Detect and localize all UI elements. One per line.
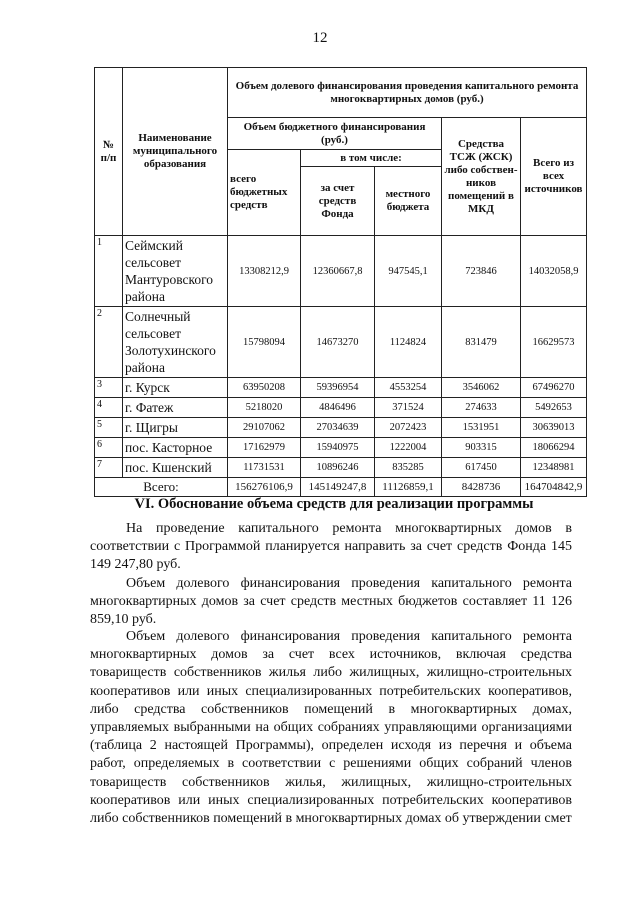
- page-number: 12: [312, 30, 328, 46]
- table-row: [95, 438, 587, 458]
- row-fund: 10896246: [301, 458, 375, 478]
- totals-owners: 8428736: [442, 478, 521, 497]
- row-fund: 59396954: [301, 378, 375, 398]
- row-budget: 17162979: [228, 438, 301, 458]
- totals-row: [95, 478, 587, 497]
- row-total: 14032058,9: [521, 236, 587, 307]
- row-local: 1222004: [375, 438, 442, 458]
- row-local: 835285: [375, 458, 442, 478]
- header-owners: Средства ТСЖ (ЖСК) либо собствен-ников помещений в МКД: [442, 118, 521, 236]
- row-num: 7: [95, 458, 123, 478]
- row-fund: 12360667,8: [301, 236, 375, 307]
- row-total: 12348981: [521, 458, 587, 478]
- row-total: 5492653: [521, 398, 587, 418]
- paragraph-all-sources: Объем долевого финансирования проведения капитального ремонта многоквартирных домов за счет всех источников, включая средства товариществ собственников жилья либо жилищных, жилищно-строительных кооперативов или иных специализированных потребительских кооперативов, либо средства собственников помещений в многоквартирных домах, управляемых выбранными на общих собраниях управляющими организациями (таблица 2 настоящей Программы), определен исходя из перечня и объема работ, определяемых в соответствии с решениями общих собраний членов товариществ собственников жилья, жилищных, жилищно-строительных кооперативов или иных специализированных потребительских кооперативов либо собственников помещений в многоквартирных домах об утверждении смет: [90, 629, 572, 827]
- header-fund: за счет средств Фонда: [301, 167, 375, 236]
- paragraph-fund: На проведение капитального ремонта многоквартирных домов в соответствии с Программой планируется направить за счет средств Фонда 145 149 247,80 руб.: [90, 521, 572, 573]
- totals-local: 11126859,1: [375, 478, 442, 497]
- header-budget-group: Объем бюджетного финансирования (руб.): [228, 118, 442, 150]
- row-name: пос. Кшенский: [123, 458, 228, 478]
- row-owners: 617450: [442, 458, 521, 478]
- row-num: 6: [95, 438, 123, 458]
- row-owners: 831479: [442, 307, 521, 378]
- row-total: 30639013: [521, 418, 587, 438]
- row-local: 2072423: [375, 418, 442, 438]
- row-local: 1124824: [375, 307, 442, 378]
- totals-label: Всего:: [95, 478, 228, 497]
- row-num: 5: [95, 418, 123, 438]
- row-num: 2: [95, 307, 123, 378]
- row-name: Солнечный сельсовет Золотухинского района: [123, 307, 228, 378]
- row-name: Сеймский сельсовет Мантуровского района: [123, 236, 228, 307]
- row-owners: 274633: [442, 398, 521, 418]
- table-row: [95, 418, 587, 438]
- header-num: № п/п: [95, 68, 123, 236]
- totals-fund: 145149247,8: [301, 478, 375, 497]
- header-local: местного бюджета: [375, 167, 442, 236]
- table-row: [95, 378, 587, 398]
- header-total-group: Объем долевого финансирования проведения капитального ремонта многоквартирных домов (руб.): [228, 68, 587, 118]
- header-budget-total: всего бюджетных средств: [228, 150, 301, 236]
- row-budget: 11731531: [228, 458, 301, 478]
- table-row: [95, 398, 587, 418]
- row-budget: 63950208: [228, 378, 301, 398]
- row-total: 18066294: [521, 438, 587, 458]
- table-row: [95, 458, 587, 478]
- row-owners: 723846: [442, 236, 521, 307]
- row-local: 947545,1: [375, 236, 442, 307]
- table-row: [95, 236, 587, 307]
- row-budget: 15798094: [228, 307, 301, 378]
- header-including: в том числе:: [301, 150, 442, 167]
- table-row: [95, 307, 587, 378]
- paragraph-local-budget: Объем долевого финансирования проведения капитального ремонта многоквартирных домов за счет средств местных бюджетов составляет 11 126 859,10 руб.: [90, 576, 572, 628]
- row-fund: 14673270: [301, 307, 375, 378]
- row-owners: 3546062: [442, 378, 521, 398]
- row-name: г. Щигры: [123, 418, 228, 438]
- row-num: 1: [95, 236, 123, 307]
- header-all-sources: Всего из всех источников: [521, 118, 587, 236]
- row-num: 3: [95, 378, 123, 398]
- row-budget: 5218020: [228, 398, 301, 418]
- totals-budget: 156276106,9: [228, 478, 301, 497]
- row-name: г. Фатеж: [123, 398, 228, 418]
- section-title: VI. Обоснование объема средств для реализации программы: [134, 496, 534, 512]
- row-budget: 13308212,9: [228, 236, 301, 307]
- header-name: Наименование муниципального образования: [123, 68, 228, 236]
- financing-table: [94, 67, 587, 497]
- row-budget: 29107062: [228, 418, 301, 438]
- totals-total: 164704842,9: [521, 478, 587, 497]
- row-local: 371524: [375, 398, 442, 418]
- row-fund: 15940975: [301, 438, 375, 458]
- row-total: 67496270: [521, 378, 587, 398]
- row-name: пос. Касторное: [123, 438, 228, 458]
- row-owners: 903315: [442, 438, 521, 458]
- row-local: 4553254: [375, 378, 442, 398]
- row-name: г. Курск: [123, 378, 228, 398]
- row-total: 16629573: [521, 307, 587, 378]
- row-fund: 4846496: [301, 398, 375, 418]
- row-owners: 1531951: [442, 418, 521, 438]
- row-num: 4: [95, 398, 123, 418]
- row-fund: 27034639: [301, 418, 375, 438]
